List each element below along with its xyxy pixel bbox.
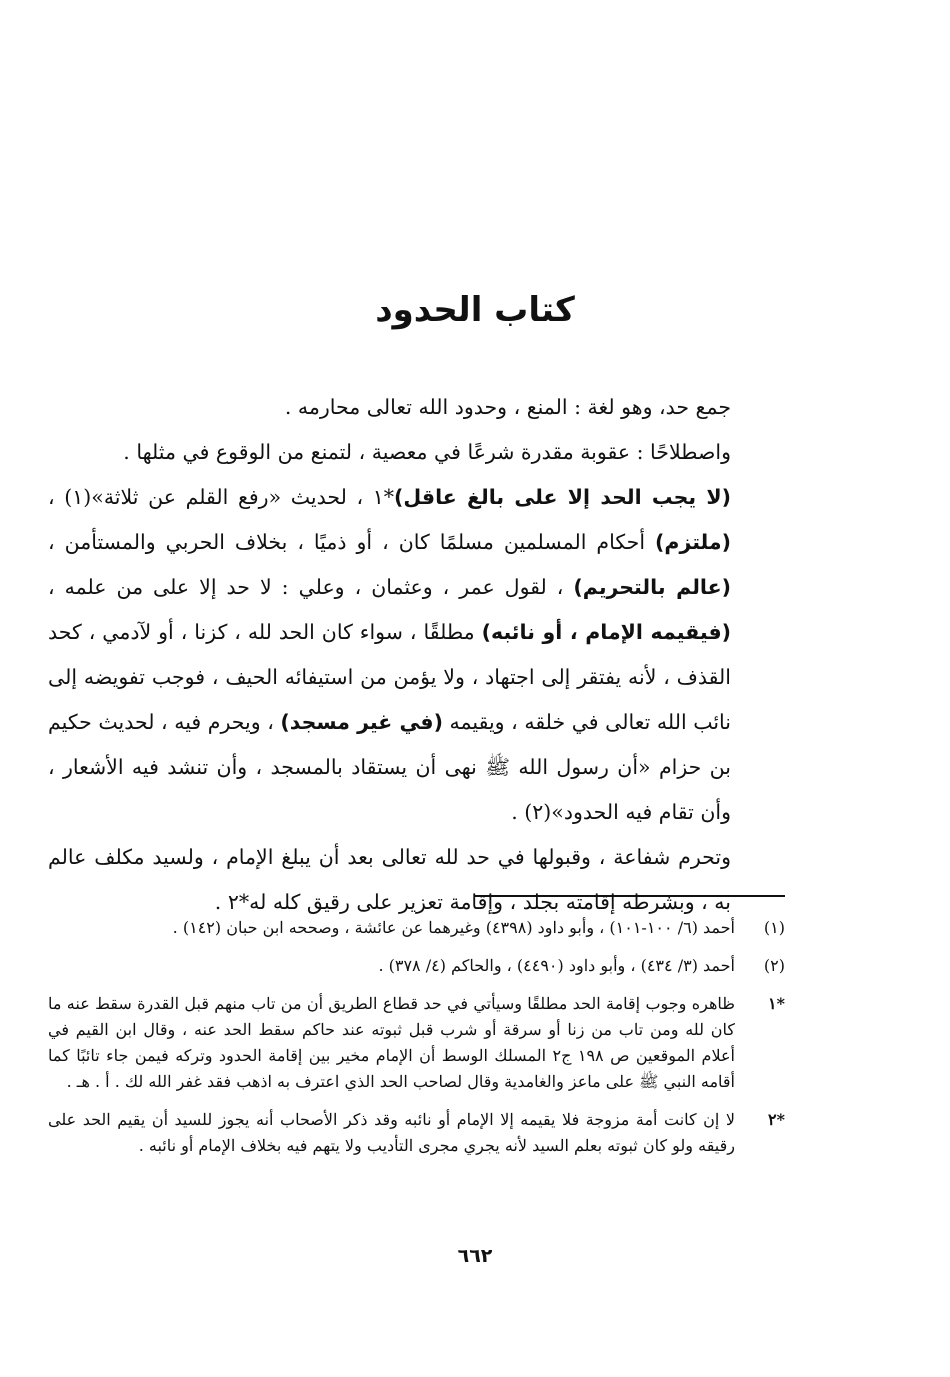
annotation-marker: *٢ <box>768 1110 785 1129</box>
footnote-text: أحمد (٣/ ٤٣٤) ، وأبو داود (٤٤٩٠) ، والحاكم (٤/ ٣٧٨) . <box>378 956 735 975</box>
footnote-1 <box>48 915 785 941</box>
annotation-text: لا إن كانت أمة مزوجة فلا يقيمه إلا الإمام أو نائبه وقد ذكر الأصحاب أنه يجوز للسيد أن يقيم الحد على رقيقه ولو كان ثبوته بعلم السيد لأنه يجري مجرى التأديب ولا يتهم فيه بخلاف الإمام أو نائبه . <box>48 1110 735 1155</box>
matn-phrase: (ملتزم) <box>655 530 731 554</box>
annotation-star-1 <box>48 991 785 1095</box>
footnote-text: أحمد (٦/ ١٠٠-١٠١) ، وأبو داود (٤٣٩٨) وغيرهما عن عائشة ، وصححه ابن حبان (١٤٢) . <box>172 918 735 937</box>
annotation-marker: *١ <box>768 994 785 1013</box>
main-text <box>48 385 783 925</box>
annotation-star-2 <box>48 1107 785 1159</box>
footnote-marker: (١) <box>763 918 785 937</box>
footnote-separator <box>475 895 785 897</box>
paragraph-intercession: وتحرم شفاعة ، وقبولها في حد لله تعالى بعد أن يبلغ الإمام ، ولسيد مكلف عالم به ، وبشرطه إقامته بجلد ، وإقامة تعزير على رقيق كله له*٢ . <box>48 845 731 914</box>
footnotes <box>48 915 785 1171</box>
paragraph-definition-term: واصطلاحًا : عقوبة مقدرة شرعًا في معصية ، لتمنع من الوقوع في مثلها . <box>123 440 731 464</box>
matn-phrase: (في غير مسجد) <box>280 710 443 734</box>
annotation-text: ظاهره وجوب إقامة الحد مطلقًا وسيأتي في حد قطاع الطريق أن من تاب منهم قبل القدرة سقط عنه ما كان لله ومن تاب من زنا أو سرقة أو شرب قبل ثبوته عند حاكم سقط الحد عنه ، وقال ابن القيم في أعلام الموقعين ص ١٩٨ ج٢ المسلك الوسط أن الإمام مخير بين إقامة الحدود وتركه فيمن جاء تائبًا كما أقامه النبي ﷺ على ماعز والغامدية وقال لصاحب الحد الذي اعترف به اذهب فقد غفر الله لك . أ . هـ . <box>48 994 735 1091</box>
paragraph-conditions: (لا يجب الحد إلا على بالغ عاقل)*١ ، لحديث «رفع القلم عن ثلاثة»(١) ، (ملتزم) أحكام المسلمين مسلمًا كان ، أو ذميًا ، بخلاف الحربي والمستأمن ، (عالم بالتحريم) ، لقول عمر ، وعثمان ، وعلي : لا حد إلا على من علمه ، (فيقيمه الإمام ، أو نائبه) مطلقًا ، سواء كان الحد لله ، كزنا ، أو لآدمي ، كحد القذف ، لأنه يفتقر إلى اجتهاد ، ولا يؤمن من استيفائه الحيف ، فوجب تفويضه إلى نائب الله تعالى في خلقه ، ويقيمه (في غير مسجد) ، ويحرم فيه ، لحديث حكيم بن حزام «أن رسول الله ﷺ نهى أن يستقاد بالمسجد ، وأن تنشد فيه الأشعار ، وأن تقام فيه الحدود»(٢) . <box>48 485 732 824</box>
footnote-2 <box>48 953 785 979</box>
matn-phrase: (عالم بالتحريم) <box>573 575 731 599</box>
matn-phrase: (فيقيمه الإمام ، أو نائبه) <box>481 620 731 644</box>
paragraph-definition-language: جمع حد، وهو لغة : المنع ، وحدود الله تعالى محارمه . <box>284 395 731 419</box>
chapter-title: كتاب الحدود <box>375 290 575 330</box>
page-number: ٦٦٢ <box>457 1245 493 1267</box>
matn-phrase: (لا يجب الحد إلا على بالغ عاقل) <box>393 485 731 509</box>
footnote-marker: (٢) <box>763 956 785 975</box>
